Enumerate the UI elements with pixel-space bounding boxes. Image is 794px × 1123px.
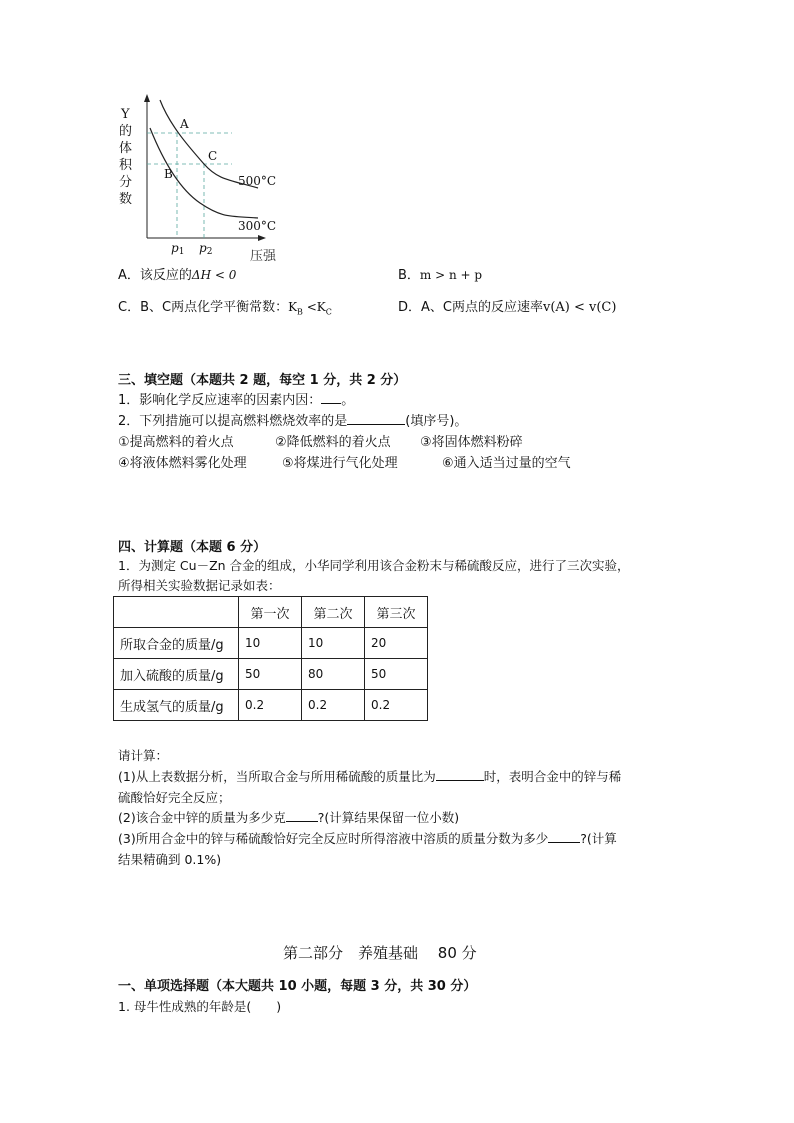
section3-opt-2: ②降低燃料的着火点 — [275, 435, 391, 450]
calc-q1-suffix: 时，表明合金中的锌与稀 — [483, 769, 622, 784]
calc-q1 — [118, 767, 621, 785]
section3-q2-blank[interactable] — [347, 412, 405, 425]
point-a-label: A — [180, 117, 189, 131]
table-cell: 20 — [365, 628, 428, 659]
option-d — [398, 296, 616, 315]
y-axis-label-2: 的 — [119, 124, 133, 139]
section3-opt-3: ③将固体燃料粉碎 — [420, 435, 523, 450]
section3-q1-blank[interactable] — [321, 391, 341, 404]
option-d-prefix: D．A、C两点的反应速率 — [398, 300, 543, 315]
section3-opt-6: ⑥通入适当过量的空气 — [442, 456, 571, 471]
option-c-lt: <K — [302, 300, 326, 314]
section3-q1-prefix: 1．影响化学反应速率的因素内因： — [118, 393, 322, 408]
table-cell: 50 — [239, 659, 302, 690]
experiment-table — [113, 596, 428, 721]
y-axis-label-5: 分 — [119, 175, 133, 190]
equilibrium-graph — [110, 88, 290, 268]
table-row — [114, 690, 428, 721]
calc-q1-blank[interactable] — [436, 768, 484, 781]
table-cell: 10 — [302, 628, 365, 659]
calc-q2 — [118, 808, 459, 826]
option-b-math: m > n + p — [419, 268, 483, 282]
calc-q1-prefix: (1)从上表数据分析，当所取合金与所用稀硫酸的质量比为 — [118, 769, 436, 784]
table-row-label: 加入硫酸的质量/g — [114, 659, 239, 690]
table-cell: 80 — [302, 659, 365, 690]
y-axis-label-3: 体 — [119, 141, 133, 156]
calc-q3 — [118, 829, 617, 847]
calc-q2-blank[interactable] — [286, 809, 318, 822]
section3-q2 — [118, 410, 467, 429]
y-axis-arrow — [144, 94, 150, 102]
part2-section1-title: 一、单项选择题（本大题共 10 小题，每题 3 分，共 30 分） — [118, 979, 477, 994]
option-b-prefix: B． — [398, 268, 420, 283]
option-d-math: v(A) < v(C) — [542, 300, 617, 315]
calc-q3-suffix: ?(计算 — [580, 831, 617, 846]
option-c-sub-b: B — [297, 307, 303, 317]
graph-svg — [110, 88, 290, 268]
table-row — [114, 628, 428, 659]
curve-upper-label: 500°C — [238, 174, 277, 188]
table-header-cell: 第二次 — [302, 597, 365, 628]
section3-q2-suffix: (填序号)。 — [405, 414, 468, 429]
table-row-label: 所取合金的质量/g — [114, 628, 239, 659]
section3-q1-suffix: 。 — [341, 393, 355, 408]
table-cell: 10 — [239, 628, 302, 659]
section3-q1 — [118, 389, 354, 408]
table-row — [114, 659, 428, 690]
section3-title: 三、填空题（本题共 2 题，每空 1 分，共 2 分） — [118, 373, 407, 388]
section3-opt-4: ④将液体燃料雾化处理 — [118, 456, 247, 471]
p1-label: p1 — [171, 241, 185, 257]
point-c-label: C — [208, 149, 218, 163]
option-a-math: ΔH < 0 — [191, 268, 237, 282]
p2-label: p2 — [199, 241, 213, 257]
section4-intro-line1: 1．为测定 Cu－Zn 合金的组成，小华同学利用该合金粉末与稀硫酸反应，进行了三次实验， — [118, 558, 630, 573]
section3-q2-prefix: 2．下列措施可以提高燃料燃烧效率的是 — [118, 414, 348, 429]
x-axis-label: 压强 — [250, 249, 277, 264]
option-b — [398, 264, 482, 283]
option-c — [118, 296, 332, 317]
section4-intro-line2: 所得相关实验数据记录如表： — [118, 578, 281, 593]
calc-label: 请计算： — [118, 748, 169, 763]
option-c-k: K — [288, 300, 298, 314]
section3-opt-5: ⑤将煤进行气化处理 — [282, 456, 398, 471]
calc-q1-line2: 硫酸恰好完全反应； — [118, 790, 231, 805]
table-cell: 0.2 — [302, 690, 365, 721]
table-cell: 0.2 — [239, 690, 302, 721]
table-cell: 0.2 — [365, 690, 428, 721]
option-c-prefix: C．B、C两点化学平衡常数： — [118, 300, 289, 315]
section3-opt-1: ①提高燃料的着火点 — [118, 435, 234, 450]
table-header-row — [114, 597, 428, 628]
x-axis-arrow — [258, 235, 266, 241]
y-axis-label-4: 积 — [119, 158, 133, 173]
table-header-cell: 第三次 — [365, 597, 428, 628]
part2-q1: 1. 母牛性成熟的年龄是( ) — [118, 999, 282, 1014]
section4-title: 四、计算题（本题 6 分） — [118, 540, 267, 555]
calc-q3-prefix: (3)所用合金中的锌与稀硫酸恰好完全反应时所得溶液中溶质的质量分数为多少 — [118, 831, 549, 846]
option-c-sub-c: C — [325, 307, 332, 317]
part2-title: 第二部分 养殖基础 80 分 — [283, 944, 477, 962]
table-cell: 50 — [365, 659, 428, 690]
calc-q3-blank[interactable] — [548, 830, 580, 843]
point-b-label: B — [164, 167, 173, 181]
calc-q2-prefix: (2)该合金中锌的质量为多少克 — [118, 810, 286, 825]
y-axis-label-6: 数 — [119, 192, 133, 207]
calc-q2-suffix: ?(计算结果保留一位小数) — [317, 810, 460, 825]
table-row-label: 生成氢气的质量/g — [114, 690, 239, 721]
table-header-cell-empty — [114, 597, 239, 628]
table-header-cell: 第一次 — [239, 597, 302, 628]
option-a — [118, 264, 236, 283]
curve-lower-label: 300°C — [238, 219, 277, 233]
calc-q3-line2: 结果精确到 0.1%) — [118, 852, 222, 867]
y-axis-label-1: Y — [121, 107, 130, 122]
option-a-prefix: A．该反应的 — [118, 268, 192, 283]
